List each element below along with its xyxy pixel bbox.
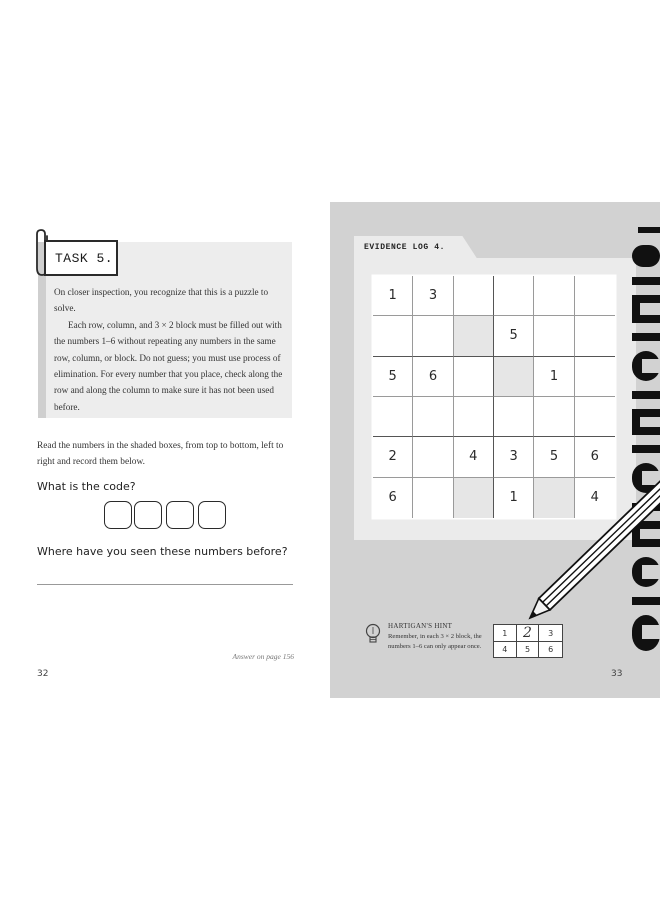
lightbulb-icon — [364, 623, 382, 645]
sudoku-cell[interactable]: 6 — [413, 357, 453, 397]
code-box-4[interactable] — [198, 501, 226, 529]
sudoku-cell[interactable]: 1 — [373, 276, 413, 316]
hint-cell: 4 — [494, 642, 517, 657]
sudoku-cell[interactable] — [534, 276, 574, 316]
sudoku-cell[interactable] — [373, 316, 413, 356]
sudoku-cell-shaded[interactable] — [454, 478, 494, 518]
code-box-2[interactable] — [134, 501, 162, 529]
code-box-3[interactable] — [166, 501, 194, 529]
task-paragraph-2: Each row, column, and 3 × 2 block must be filled out with the numbers 1–6 without repeating any numbers in the same row, column, or block. Do not guess; you must use process of elimination. For every number that you place, check along the row and along the column to make sure it has not been used before. — [54, 319, 283, 412]
sudoku-cell[interactable]: 4 — [590, 490, 599, 506]
sudoku-cell[interactable] — [575, 397, 615, 437]
sudoku-cell[interactable] — [373, 397, 413, 437]
sudoku-cell[interactable]: 5 — [494, 316, 534, 356]
sudoku-cell[interactable]: 1 — [494, 478, 534, 518]
sudoku-cell[interactable]: 2 — [373, 437, 413, 477]
sudoku-cell[interactable]: 6 — [373, 478, 413, 518]
seen-question: Where have you seen these numbers before? — [37, 545, 288, 558]
hint-title: HARTIGAN'S HINT — [388, 622, 453, 630]
sudoku-cell[interactable]: 5 — [373, 357, 413, 397]
answer-reference: Answer on page 156 — [232, 652, 294, 661]
instruction-text: Read the numbers in the shaded boxes, from top to bottom, left to right and record them below. — [37, 441, 284, 467]
hint-cell: 2 — [517, 625, 540, 642]
task-paragraph-1: On closer inspection, you recognize that this is a puzzle to solve. — [54, 287, 269, 314]
sudoku-cell[interactable] — [575, 276, 615, 316]
task-label: TASK 5. — [55, 251, 114, 266]
sudoku-cell[interactable] — [413, 437, 453, 477]
pencil-icon — [520, 470, 660, 630]
sudoku-cell[interactable]: 1 — [534, 357, 574, 397]
page-number-right: 33 — [611, 669, 623, 679]
sudoku-cell[interactable] — [494, 276, 534, 316]
sudoku-cell[interactable] — [575, 357, 615, 397]
hint-body: Remember, in each 3 × 2 block, the numbers 1–6 can only appear once. — [388, 633, 482, 650]
sudoku-cell[interactable]: 6 — [575, 437, 615, 477]
hint-cell: 3 — [539, 625, 562, 642]
sudoku-cell[interactable] — [534, 316, 574, 356]
sudoku-cell[interactable]: 5 — [534, 437, 574, 477]
sudoku-cell[interactable] — [454, 397, 494, 437]
sudoku-cell[interactable] — [454, 357, 494, 397]
hint-cell: 6 — [548, 645, 554, 654]
sudoku-cell-shaded[interactable] — [454, 316, 494, 356]
task-description — [54, 284, 286, 415]
hint-block-grid — [493, 624, 563, 658]
sudoku-cell[interactable]: 3 — [413, 276, 453, 316]
sudoku-cell[interactable]: 3 — [494, 437, 534, 477]
code-box-1[interactable] — [104, 501, 132, 529]
page-number-left: 32 — [37, 669, 49, 679]
sudoku-cell[interactable] — [534, 397, 574, 437]
hint-cell: 1 — [494, 625, 517, 642]
sudoku-cell-shaded[interactable] — [494, 357, 534, 397]
code-question: What is the code? — [37, 480, 136, 493]
evidence-label: EVIDENCE LOG 4. — [364, 243, 446, 252]
sudoku-cell[interactable] — [575, 316, 615, 356]
sudoku-cell[interactable] — [413, 397, 453, 437]
sudoku-cell[interactable] — [454, 276, 494, 316]
sudoku-cell[interactable] — [494, 397, 534, 437]
sudoku-cell[interactable] — [413, 478, 453, 518]
answer-line[interactable] — [37, 584, 293, 585]
sudoku-cell[interactable] — [413, 316, 453, 356]
hint-cell: 5 — [517, 642, 540, 657]
sudoku-cell[interactable]: 4 — [454, 437, 494, 477]
